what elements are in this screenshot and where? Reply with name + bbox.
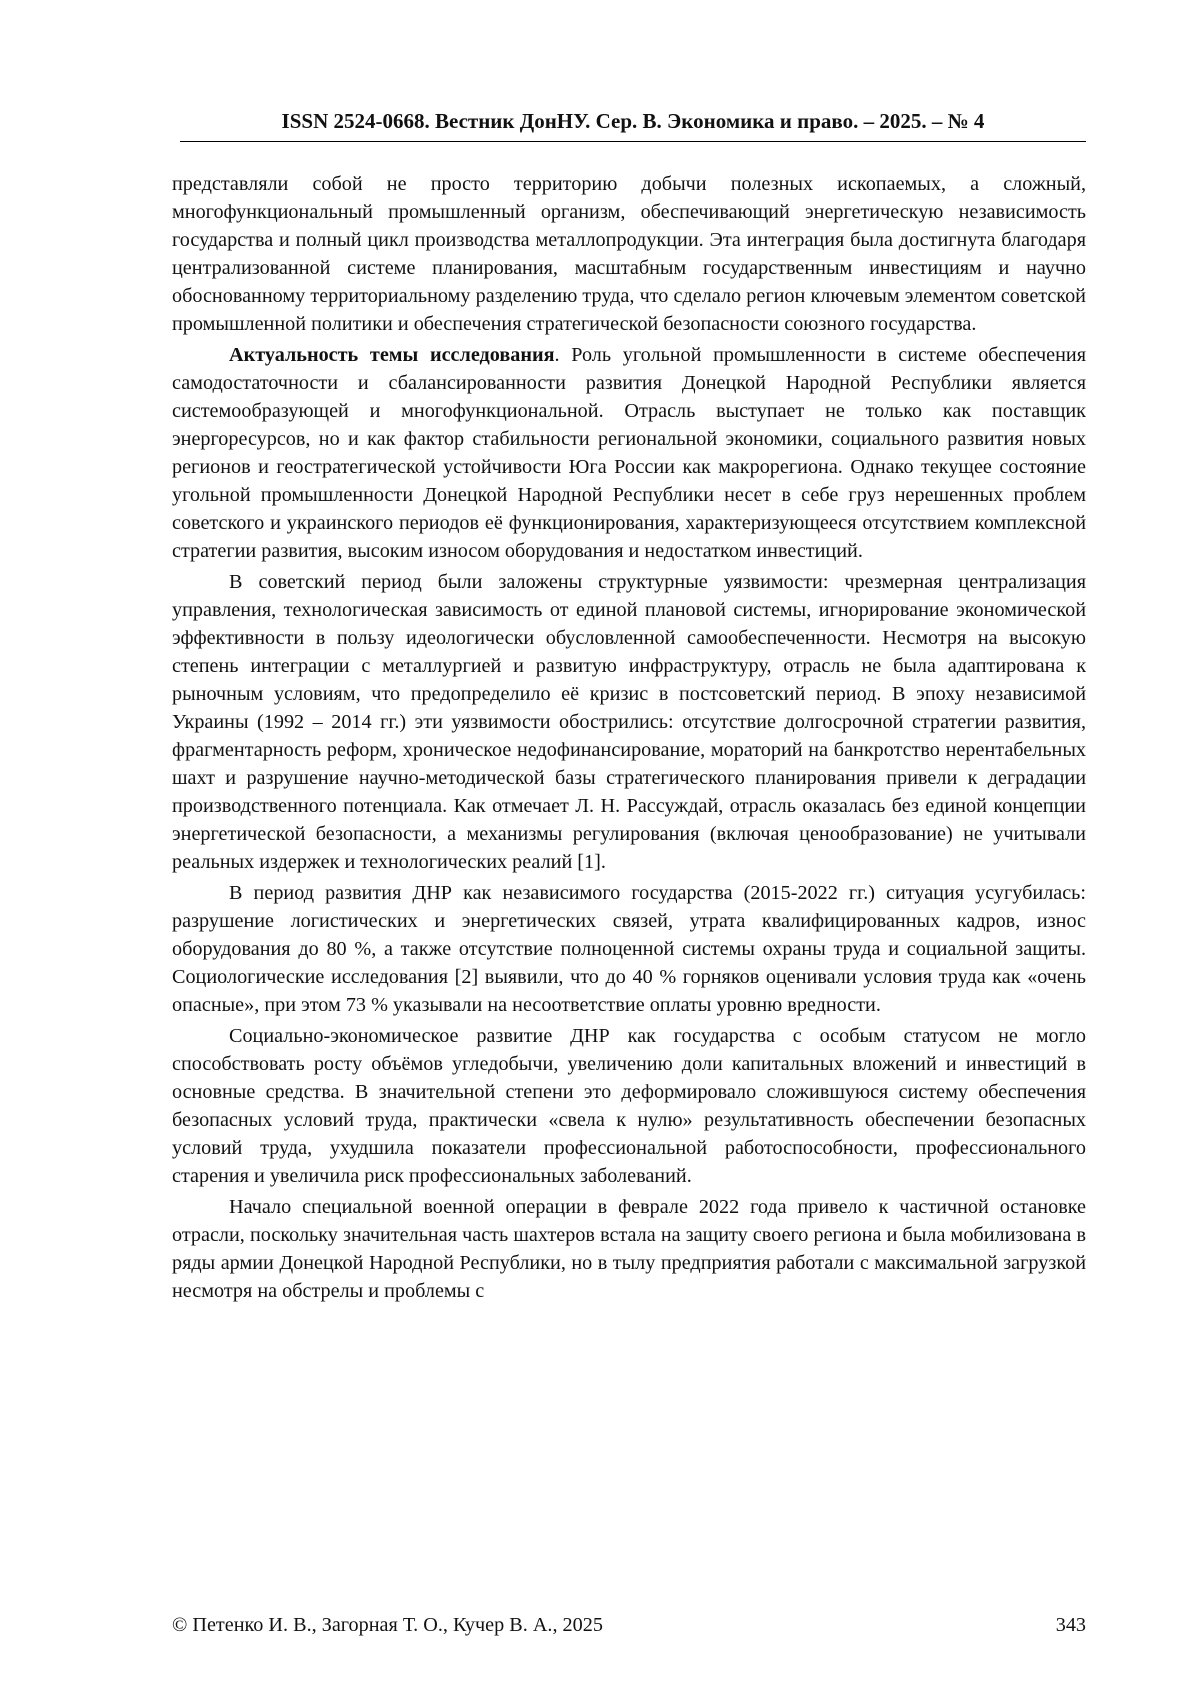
journal-title: ISSN 2524-0668. Вестник ДонНУ. Сер. В. Экономика и право. – 2025. – № 4 [281, 109, 985, 133]
paragraph-dnr-period [172, 879, 1086, 1019]
paragraph-special-operation [172, 1193, 1086, 1305]
paragraph-text: В советский период были заложены структурные уязвимости: чрезмерная централизация управления, технологическая зависимость от единой плановой системы, игнорирование экономической эффективности в пользу идеологически обусловленной самообеспеченности. Несмотря на высокую степень интеграции с металлургией и развитую инфраструктуру, отрасль не была адаптирована к рыночным условиям, что предопределило её кризис в постсоветский период. В эпоху независимой Украины (1992 – 2014 гг.) эти уязвимости обострились: отсутствие долгосрочной стратегии развития, фрагментарность реформ, хроническое недофинансирование, мораторий на банкротство нерентабельных шахт и разрушение научно-методической базы стратегического планирования привели к деградации производственного потенциала. Как отмечает Л. Н. Рассуждай, отрасль оказалась без единой концепции энергетической безопасности, а механизмы регулирования (включая ценообразование) не учитывали реальных издержек и технологических реалий [1]. [172, 571, 1086, 873]
paragraph-soviet-period [172, 568, 1086, 876]
paragraph-socio-economic [172, 1022, 1086, 1190]
paragraph-text: Социально-экономическое развитие ДНР как государства с особым статусом не могло способствовать росту объёмов угледобычи, увеличению доли капитальных вложений и инвестиций в основные средства. В значительной степени это деформировало сложившуюся систему обеспечения безопасных условий труда, практически «свела к нулю» результативность обеспечении безопасных условий труда, ухудшила показатели профессиональной работоспособности, профессионального старения и увеличила риск профессиональных заболеваний. [172, 1025, 1086, 1187]
article-body [172, 170, 1086, 1308]
paragraph-text: В период развития ДНР как независимого государства (2015-2022 гг.) ситуация усугубилась: разрушение логистических и энергетических связей, утрата квалифицированных кадров, износ оборудования до 80 %, а также отсутствие полноценной системы охраны труда и социальной защиты. Социологические исследования [2] выявили, что до 40 % горняков оценивали условия труда как «очень опасные», при этом 73 % указывали на несоответствие оплаты уровню вредности. [172, 882, 1086, 1016]
paragraph-text: . Роль угольной промышленности в системе обеспечения самодостаточности и сбалансированности развития Донецкой Народной Республики является системообразующей и многофункциональной. Отрасль выступает не только как поставщик энергоресурсов, но и как фактор стабильности региональной экономики, социального развития новых регионов и геостратегической устойчивости Юга России как макрорегиона. Однако текущее состояние угольной промышленности Донецкой Народной Республики несет в себе груз нерешенных проблем советского и украинского периодов её функционирования, характеризующееся отсутствием комплексной стратегии развития, высоким износом оборудования и недостатком инвестиций. [172, 344, 1086, 562]
paragraph-text: Начало специальной военной операции в феврале 2022 года привело к частичной остановке отрасли, поскольку значительная часть шахтеров встала на защиту своего региона и была мобилизована в ряды армии Донецкой Народной Республики, но в тылу предприятия работали с максимальной загрузкой несмотря на обстрелы и проблемы с [172, 1196, 1086, 1302]
running-header [180, 108, 1086, 142]
section-heading-relevance: Актуальность темы исследования [229, 344, 555, 366]
paragraph-text: представляли собой не просто территорию добычи полезных ископаемых, а сложный, многофункциональный промышленный организм, обеспечивающий энергетическую независимость государства и полный цикл производства металлопродукции. Эта интеграция была достигнута благодаря централизованной системе планирования, масштабным государственным инвестициям и научно обоснованному территориальному разделению труда, что сделало регион ключевым элементом советской промышленной политики и обеспечения стратегической безопасности союзного государства. [172, 173, 1086, 335]
paragraph-continuation [172, 170, 1086, 338]
copyright-notice: © Петенко И. В., Загорная Т. О., Кучер В. А., 2025 [172, 1614, 603, 1636]
page-number: 343 [1055, 1614, 1086, 1636]
paragraph-relevance [172, 341, 1086, 565]
